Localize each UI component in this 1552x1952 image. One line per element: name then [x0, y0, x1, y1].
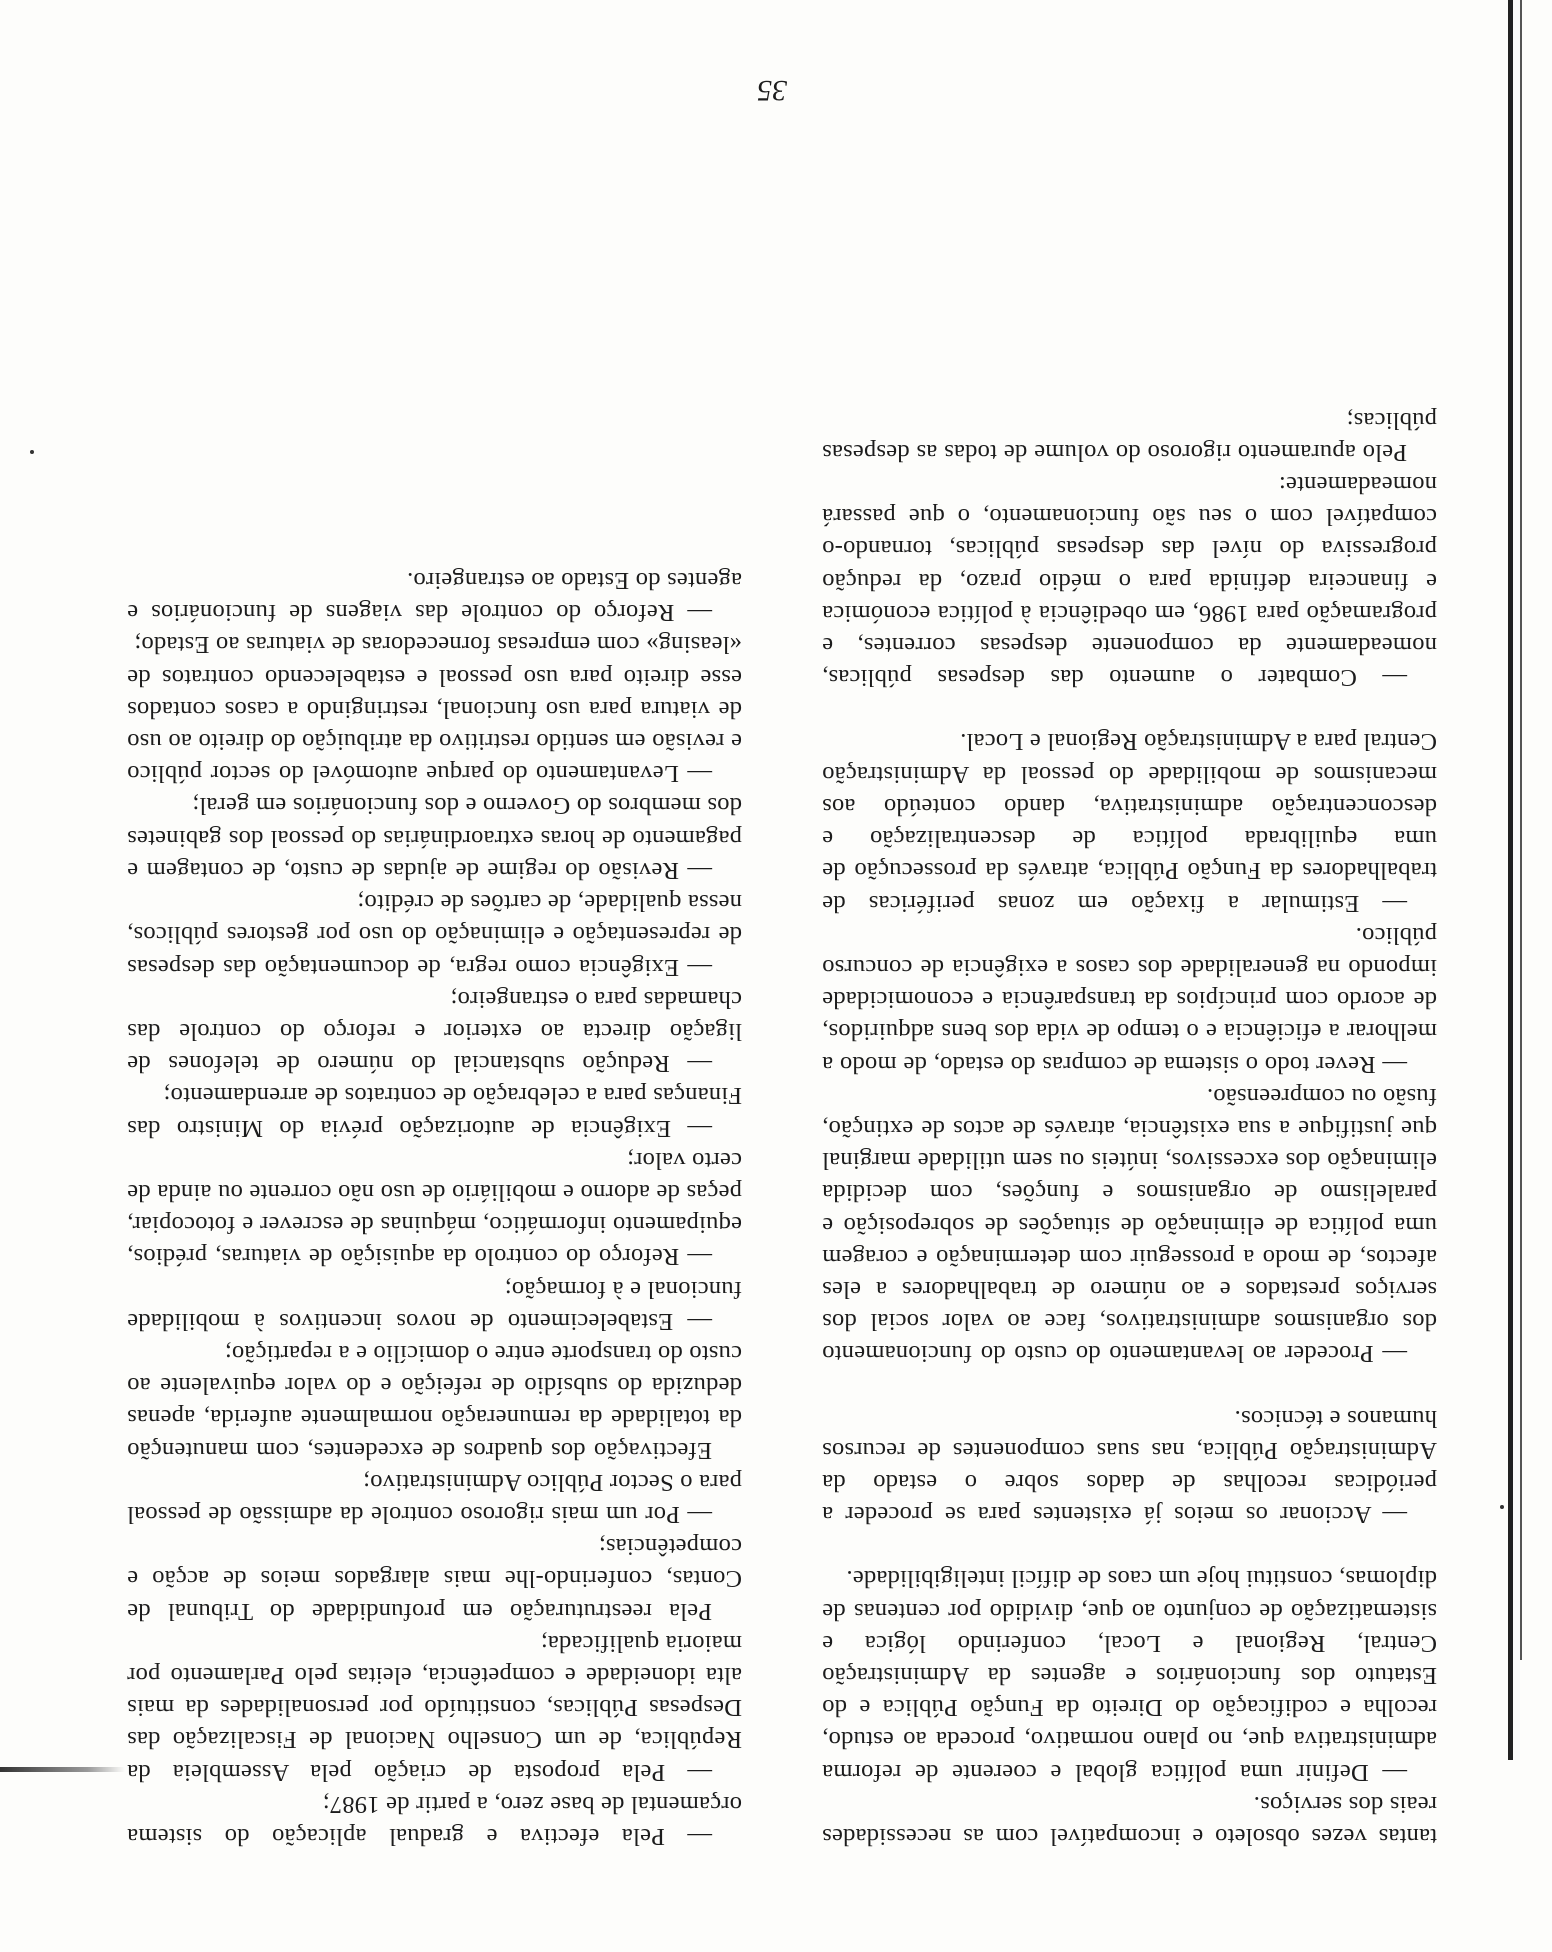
- page-number: 35: [757, 74, 787, 107]
- paragraph: — Pela proposta de criação pela Assembleia da República, de um Conselho Nacional de Fiscalização das Despesas Públicas, constituído por personalidades da mais alta idoneidade e competência, eleitas pelo Parlamento por maioria qualificada;: [127, 1629, 742, 1786]
- paragraph: — Exigência de autorização prévia do Ministro das Finanças para a celebração de contratos de arrendamento;: [127, 1082, 742, 1142]
- paragraph: — Redução substancial do número de telefones de ligação directa ao exterior e reforço do controle das chamadas para o estrangeiro;: [127, 985, 742, 1078]
- paragraph: — Proceder ao levantamento do custo do funcionamento dos organismos administrativos, face ao valor social dos serviços prestados e ao número de trabalhadores a eles afectos, de modo a prosseguir com determinação e coragem uma política de eliminação de situações de sobreposição e paralelismo de organismos e funções, com decidida eliminação dos excessivos, inúteis ou sem utilidade marginal que justifique a sua existência, através de actos de extinção, fusão ou compreensão.: [822, 1082, 1437, 1368]
- paragraph: Pela reestruturação em profundidade do Tribunal de Contas, conferindo-lhe mais alargados meios de acção e competências;: [127, 1533, 742, 1625]
- paragraph: — Estabelecimento de novos incentivos à mobilidade funcional e à formação;: [127, 1275, 742, 1335]
- paragraph: — Reforço do controlo da aquisição de viaturas, prédios, equipamento informático, máquinas de escrever e fotocopiar, peças de adorno e mobiliário de uso não corrente ou ainda de certo valor;: [127, 1146, 742, 1271]
- paragraph: — Pela efectiva e gradual aplicação do sistema orçamental de base zero, a partir de 1987;: [127, 1790, 742, 1850]
- paragraph: — Rever todo o sistema de compras do estado, de modo a melhorar a eficiência e o tempo de vida dos bens adquiridos, de acordo com princípios da transparência e economicidade impondo na generalidade dos casos a exigência de concurso público.: [822, 921, 1437, 1078]
- paragraph: — Reforço do controle das viagens de funcionários e agentes do Estado ao estrangeiro.: [127, 567, 742, 627]
- right-column: [127, 564, 742, 1852]
- paragraph: — Definir uma política global e coerente de reforma administrativa que, no plano normativo, proceda ao estudo, recolha e codificação do Direito da Função Pública e do Estatuto dos funcionários e agentes da Administração Central, Regional e Local, conferindo lógica e sistematização de conjunto ao que, dividido por centenas de diplomas, constitui hoje um caos de difícil inteligibilidade.: [822, 1565, 1437, 1786]
- paragraph: — Combater o aumento das despesas públicas, nomeadamente da componente despesas correntes, e programação para 1986, em obediência à política económica e financeira definida para o médio prazo, da redução progressiva do nível das despesas públicas, tornando-o compatível com o seu são funcionamento, o que passará nomeadamente:: [822, 471, 1437, 692]
- paragraph: Efectivação dos quadros de excedentes, com manutenção da totalidade da remuneração normalmente auferida, apenas deduzida do subsídio de refeição e do valor equivalente ao custo do transporte entre o domicílio e a repartição;: [127, 1339, 742, 1464]
- left-column: [822, 403, 1437, 1852]
- paragraph: tantas vezes obsoleto e incompatível com as necessidades reais dos serviços.: [822, 1790, 1437, 1850]
- paragraph: — Revisão do regime de ajudas de custo, de contagem e pagamento de horas extraordinárias do pessoal dos gabinetes dos membros do Governo e dos funcionários em geral;: [127, 792, 742, 884]
- paragraph: — Levantamento do parque automóvel do sector público e revisão em sentido restritivo da atribuição do direito ao uso de viatura para uso funcional, restringindo a casos contados esse direito para uso pessoal e estabelecendo contratos de «leasing» com empresas fornecedoras de viaturas ao Estado;: [127, 631, 742, 788]
- paragraph: — Exigência como regra, de documentação das despesas de representação e eliminação do uso por gestores públicos, nessa qualidade, de cartões de crédito;: [127, 889, 742, 981]
- paragraph: — Accionar os meios já existentes para se proceder a periódicas recolhas de dados sobre o estado da Administração Pública, nas suas componentes de recursos humanos e técnicos.: [822, 1404, 1437, 1529]
- paragraph: — Estimular a fixação em zonas periféricas de trabalhadores da Função Pública, através da prossecução de uma equilibrada política de descentralização e desconcentração administrativa, dando conteúdo aos mecanismos de mobilidade do pessoal da Administração Central para a Administração Regional e Local.: [822, 728, 1437, 917]
- paragraph: Pelo apuramento rigoroso do volume de todas as despesas públicas;: [822, 406, 1437, 466]
- paragraph: — Por um mais rigoroso controle da admissão de pessoal para o Sector Público Administrativo;: [127, 1468, 742, 1528]
